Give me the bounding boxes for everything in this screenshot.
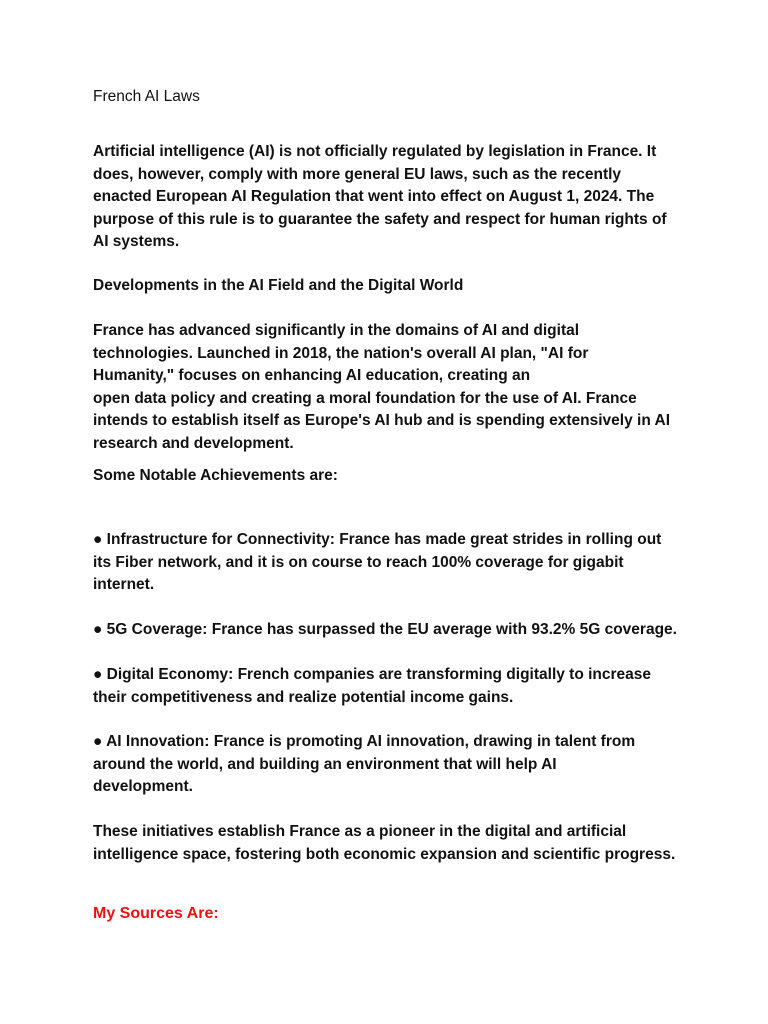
intro-line: does, however, comply with more general EU laws, such as the recently — [93, 165, 622, 183]
bullet-5g-coverage — [93, 619, 683, 642]
document-page — [93, 0, 683, 1024]
bullet-digital-economy — [93, 664, 683, 709]
developments-line: Humanity," focuses on enhancing AI education, creating an — [93, 367, 531, 384]
bullet-line: ● Infrastructure for Connectivity: France has made great strides in rolling out — [93, 531, 662, 548]
developments-line: technologies. Launched in 2018, the nation's overall AI plan, "AI for — [93, 344, 589, 362]
bullet-line: internet. — [93, 576, 155, 593]
bullet-line: development. — [93, 778, 193, 795]
intro-paragraph — [93, 141, 683, 254]
sources-heading: My Sources Are: — [93, 905, 219, 922]
developments-line: open data policy and creating a moral foundation for the use of AI. France — [93, 389, 637, 407]
conclusion-line: These initiatives establish France as a pioneer in the digital and artificial — [93, 823, 627, 840]
intro-line: AI systems. — [93, 233, 180, 250]
developments-paragraph — [93, 320, 683, 455]
conclusion-line: intelligence space, fostering both economic expansion and scientific progress. — [93, 845, 676, 863]
bullet-line: ● Digital Economy: French companies are transforming digitally to increase — [93, 666, 652, 683]
achievements-heading: Some Notable Achievements are: — [93, 467, 338, 484]
intro-line: Artificial intelligence (AI) is not officially regulated by legislation in France. It — [93, 143, 657, 160]
intro-line: enacted European AI Regulation that went into effect on August 1, 2024. The — [93, 188, 655, 205]
document-title: French AI Laws — [93, 88, 200, 105]
developments-line: intends to establish itself as Europe's AI hub and is spending extensively in AI — [93, 412, 671, 429]
developments-line: France has advanced significantly in the domains of AI and digital — [93, 322, 580, 339]
bullet-connectivity — [93, 529, 683, 597]
bullet-line: their competitiveness and realize potential income gains. — [93, 688, 514, 706]
section-heading: Developments in the AI Field and the Digital World — [93, 277, 464, 294]
intro-line: purpose of this rule is to guarantee the safety and respect for human rights of — [93, 210, 667, 228]
bullet-ai-innovation — [93, 731, 683, 799]
developments-line: research and development. — [93, 434, 294, 452]
bullet-line: around the world, and building an environment that will help AI — [93, 755, 557, 773]
bullet-line: its Fiber network, and it is on course to reach 100% coverage for gigabit — [93, 553, 624, 571]
bullet-line: ● 5G Coverage: France has surpassed the EU average with 93.2% 5G coverage. — [93, 621, 677, 638]
bullet-line: ● AI Innovation: France is promoting AI innovation, drawing in talent from — [93, 733, 636, 750]
conclusion-paragraph — [93, 821, 683, 866]
